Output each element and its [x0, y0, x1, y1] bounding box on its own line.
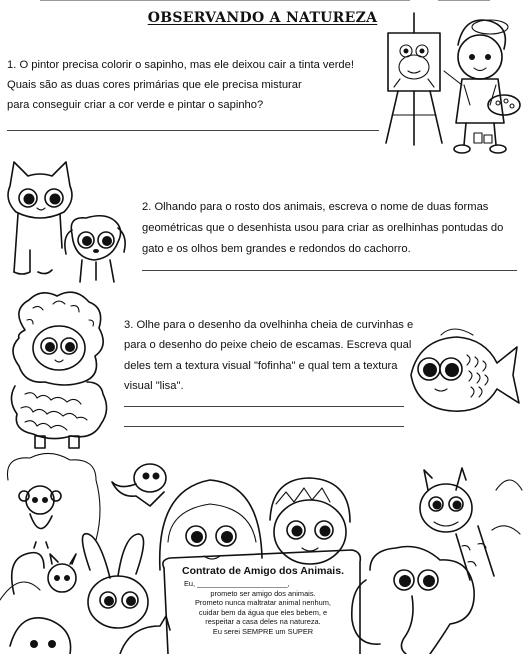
question-3-line-2: para o desenho do peixe cheio de escamas. Escreva qual	[124, 339, 412, 352]
question-3	[124, 315, 424, 396]
contract-title: Contrato de Amigo dos Animais.	[182, 565, 344, 577]
question-2-line-2: geométricas que o desenhista usou para criar as orelhinhas pontudas do	[142, 222, 504, 234]
question-1	[7, 55, 387, 115]
contract-line-3: Prometo nunca maltratar animal nenhum,	[195, 598, 331, 608]
page-title: OBSERVANDO A NATUREZA	[147, 10, 378, 26]
top-rule	[40, 0, 410, 1]
contract-panel	[172, 565, 354, 637]
contract-line-6: Eu serei SEMPRE um SUPER	[212, 626, 314, 636]
kitten-and-puppy	[2, 158, 132, 288]
answer-line-1[interactable]	[7, 130, 379, 131]
answer-line-3a[interactable]	[124, 406, 404, 407]
question-1-line-3: para conseguir criar a cor verde e pintar o sapinho?	[7, 99, 264, 111]
question-2-line-3: gato e os olhos bem grandes e redondos do cachorro.	[142, 243, 411, 255]
question-1-line-2: Quais são as duas cores primárias que ele precisa misturar	[7, 79, 302, 91]
question-1-line-1: 1. O pintor precisa colorir o sapinho, mas ele deixou cair a tinta verde!	[7, 59, 354, 71]
answer-line-2[interactable]	[142, 270, 517, 271]
contract-line-2: prometo ser amigo dos animais.	[210, 588, 316, 598]
sheep	[5, 290, 117, 450]
contract-line-4: cuidar bem da água que eles bebem, e	[198, 607, 328, 617]
fish	[403, 325, 523, 425]
answer-line-3b[interactable]	[124, 426, 404, 427]
question-3-line-4: visual "lisa".	[124, 379, 184, 392]
contract-line-5: respeitar a casa deles na natureza.	[205, 617, 321, 627]
question-3-line-1: 3. Olhe para o desenho da ovelhinha cheia de curvinhas e	[124, 319, 414, 331]
question-2	[142, 197, 525, 260]
question-3-line-3: deles tem a textura visual "fofinha" e qual tem a textura	[124, 359, 398, 372]
top-rule-right	[438, 0, 490, 1]
contract-line-1[interactable]: Eu, ______________________,	[184, 579, 290, 588]
painter-boy-frog-easel	[378, 5, 523, 160]
question-2-line-1: 2. Olhando para o rosto dos animais, escreva o nome de duas formas	[142, 201, 489, 213]
